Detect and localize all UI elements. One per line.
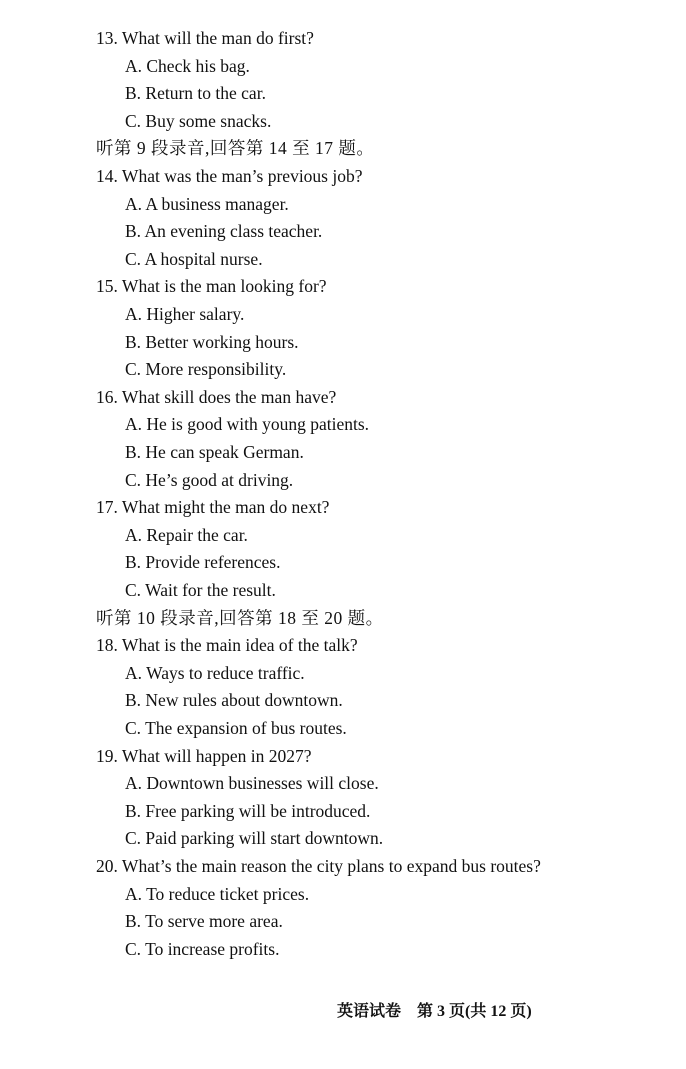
answer-option: A. Downtown businesses will close.	[125, 773, 379, 794]
answer-option: C. The expansion of bus routes.	[125, 718, 347, 738]
answer-option: B. Better working hours.	[125, 331, 299, 352]
answer-option: A. A business manager.	[125, 193, 289, 214]
answer-option: A. Ways to reduce traffic.	[125, 662, 305, 683]
page-footer: 英语试卷 第 3 页(共 12 页)	[337, 1003, 532, 1020]
answer-option: C. To increase profits.	[125, 938, 280, 959]
answer-option: A. Higher salary.	[125, 304, 245, 324]
answer-option: B. Return to the car.	[125, 83, 266, 104]
answer-option: C. He’s good at driving.	[125, 469, 294, 490]
question-stem: 14. What was the man’s previous job?	[96, 166, 363, 186]
answer-option: B. An evening class teacher.	[125, 221, 323, 242]
answer-option: B. He can speak German.	[125, 442, 304, 462]
answer-option: B. Free parking will be introduced.	[125, 800, 371, 821]
answer-option: B. Provide references.	[125, 552, 281, 573]
answer-option: A. Repair the car.	[125, 524, 248, 545]
question-stem: 18. What is the main idea of the talk?	[96, 635, 358, 656]
question-stem: 19. What will happen in 2027?	[96, 745, 312, 766]
answer-option: B. New rules about downtown.	[125, 690, 343, 711]
answer-option: C. A hospital nurse.	[125, 248, 263, 269]
question-stem: 15. What is the man looking for?	[96, 276, 327, 297]
answer-option: A. To reduce ticket prices.	[125, 883, 310, 904]
answer-option: C. Wait for the result.	[125, 580, 276, 600]
question-stem: 20. What’s the main reason the city plans to expand bus routes?	[96, 856, 541, 876]
answer-option: C. Paid parking will start downtown.	[125, 828, 384, 849]
question-stem: 17. What might the man do next?	[96, 497, 330, 518]
answer-option: B. To serve more area.	[125, 911, 283, 932]
answer-option: A. Check his bag.	[125, 55, 250, 76]
question-stem: 13. What will the man do first?	[96, 28, 314, 48]
section-instruction: 听第 10 段录音,回答第 18 至 20 题。	[96, 607, 384, 628]
section-instruction: 听第 9 段录音,回答第 14 至 17 题。	[96, 138, 375, 159]
answer-option: C. More responsibility.	[125, 359, 287, 380]
answer-option: C. Buy some snacks.	[125, 110, 272, 131]
question-stem: 16. What skill does the man have?	[96, 386, 337, 407]
answer-option: A. He is good with young patients.	[125, 414, 370, 435]
